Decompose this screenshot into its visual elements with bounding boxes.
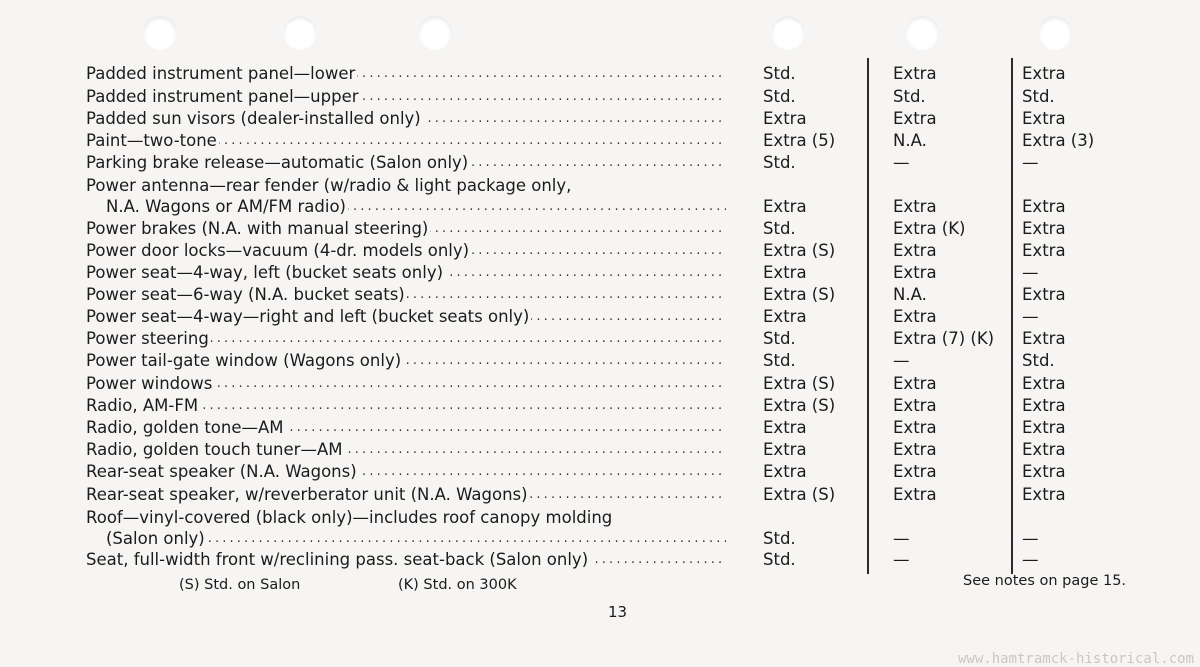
cell-col1: Std.	[763, 529, 796, 548]
table-row	[0, 284, 1200, 306]
option-label: Radio, golden tone—AM . . .	[86, 417, 726, 439]
footnote-300k: (K) Std. on 300K	[398, 577, 517, 593]
cell-col2: N.A.	[893, 285, 927, 304]
cell-col3: Extra	[1022, 440, 1066, 459]
option-label: Roof—vinyl-covered (black only)—includes roof canopy molding	[86, 508, 613, 527]
cell-col3: Extra	[1022, 462, 1066, 481]
cell-col1: Extra	[763, 418, 807, 437]
option-label: Paint—two-tone . . .	[86, 130, 726, 152]
cell-col1: Extra (S)	[763, 285, 836, 304]
binder-hole	[905, 16, 939, 50]
cell-col2: Std.	[893, 87, 926, 106]
cell-col2: —	[893, 550, 910, 569]
table-row	[0, 373, 1200, 395]
cell-col1: Extra	[763, 263, 807, 282]
option-label: Rear-seat speaker, w/reverberator unit (N.A. Wagons) . . .	[86, 484, 726, 506]
table-row	[0, 461, 1200, 483]
cell-col1: Extra (S)	[763, 396, 836, 415]
table-row	[0, 507, 1200, 529]
option-label: N.A. Wagons or AM/FM radio) . . .	[106, 196, 726, 218]
option-label: Radio, golden touch tuner—AM . . .	[86, 439, 726, 461]
cell-col3: —	[1022, 307, 1039, 326]
option-label: Padded instrument panel—lower . . .	[86, 63, 726, 85]
cell-col3: Extra (3)	[1022, 131, 1095, 150]
cell-col1: Extra	[763, 197, 807, 216]
cell-col3: Extra	[1022, 418, 1066, 437]
cell-col1: Std.	[763, 153, 796, 172]
option-label: Power antenna—rear fender (w/radio & light package only,	[86, 176, 572, 195]
cell-col3: —	[1022, 153, 1039, 172]
cell-col1: Extra (5)	[763, 131, 836, 150]
cell-col2: Extra	[893, 440, 937, 459]
cell-col1: Extra (S)	[763, 485, 836, 504]
table-row	[0, 108, 1200, 130]
table-row	[0, 549, 1200, 571]
table-row	[0, 86, 1200, 108]
option-label: Power seat—6-way (N.A. bucket seats) . . .	[86, 284, 726, 306]
binder-hole	[143, 16, 177, 50]
option-label: Power seat—4-way—right and left (bucket seats only) . . .	[86, 306, 726, 328]
binder-hole	[1038, 16, 1072, 50]
cell-col3: Extra	[1022, 285, 1066, 304]
table-row	[0, 262, 1200, 284]
cell-col1: Extra	[763, 440, 807, 459]
table-row	[0, 240, 1200, 262]
cell-col1: Std.	[763, 64, 796, 83]
cell-col1: Extra	[763, 462, 807, 481]
cell-col2: —	[893, 153, 910, 172]
table-row	[0, 417, 1200, 439]
cell-col2: Extra	[893, 418, 937, 437]
cell-col3: Extra	[1022, 485, 1066, 504]
footnote-salon: (S) Std. on Salon	[179, 577, 301, 593]
table-row	[0, 306, 1200, 328]
table-row	[0, 152, 1200, 174]
footnote-see-notes: See notes on page 15.	[963, 573, 1127, 589]
cell-col2: Extra	[893, 485, 937, 504]
option-label: Padded instrument panel—upper . . .	[86, 86, 726, 108]
table-row	[0, 63, 1200, 85]
table-row	[0, 175, 1200, 197]
cell-col3: —	[1022, 550, 1039, 569]
option-label: Radio, AM-FM . . .	[86, 395, 726, 417]
option-label: Power brakes (N.A. with manual steering) . . .	[86, 218, 726, 240]
cell-col1: Extra	[763, 307, 807, 326]
option-label: Power windows . . .	[86, 373, 726, 395]
cell-col1: Std.	[763, 550, 796, 569]
cell-col1: Std.	[763, 351, 796, 370]
table-row	[0, 395, 1200, 417]
cell-col3: Extra	[1022, 396, 1066, 415]
option-label: Rear-seat speaker (N.A. Wagons) . . .	[86, 461, 726, 483]
cell-col3: —	[1022, 263, 1039, 282]
cell-col2: —	[893, 529, 910, 548]
option-label: Power tail-gate window (Wagons only) . . .	[86, 350, 726, 372]
table-row	[0, 484, 1200, 506]
cell-col2: Extra	[893, 462, 937, 481]
cell-col2: N.A.	[893, 131, 927, 150]
option-label: Parking brake release—automatic (Salon only) . . .	[86, 152, 726, 174]
cell-col3: Extra	[1022, 197, 1066, 216]
cell-col2: Extra	[893, 396, 937, 415]
option-label: Padded sun visors (dealer-installed only) . . .	[86, 108, 726, 130]
binder-hole	[771, 16, 805, 50]
cell-col2: Extra	[893, 307, 937, 326]
cell-col3: Extra	[1022, 109, 1066, 128]
table-row	[0, 528, 1200, 550]
cell-col2: Extra	[893, 241, 937, 260]
cell-col2: Extra	[893, 109, 937, 128]
cell-col1: Std.	[763, 219, 796, 238]
cell-col3: —	[1022, 529, 1039, 548]
option-label: Power door locks—vacuum (4-dr. models only) . . .	[86, 240, 726, 262]
binder-hole	[283, 16, 317, 50]
option-label: Seat, full-width front w/reclining pass. seat-back (Salon only) . . .	[86, 549, 726, 571]
cell-col3: Extra	[1022, 329, 1066, 348]
cell-col2: Extra (7) (K)	[893, 329, 995, 348]
cell-col2: Extra	[893, 197, 937, 216]
table-row	[0, 328, 1200, 350]
table-row	[0, 439, 1200, 461]
cell-col2: Extra (K)	[893, 219, 966, 238]
table-row	[0, 350, 1200, 372]
cell-col3: Extra	[1022, 219, 1066, 238]
option-label: Power steering . . .	[86, 328, 726, 350]
binder-hole	[418, 16, 452, 50]
cell-col2: Extra	[893, 64, 937, 83]
cell-col3: Extra	[1022, 64, 1066, 83]
cell-col3: Std.	[1022, 351, 1055, 370]
cell-col3: Extra	[1022, 241, 1066, 260]
cell-col3: Std.	[1022, 87, 1055, 106]
table-row	[0, 196, 1200, 218]
cell-col1: Std.	[763, 329, 796, 348]
cell-col2: —	[893, 351, 910, 370]
table-row	[0, 218, 1200, 240]
cell-col3: Extra	[1022, 374, 1066, 393]
watermark: www.hamtramck-historical.com	[957, 651, 1194, 667]
option-label: (Salon only) . . .	[106, 528, 726, 550]
cell-col2: Extra	[893, 263, 937, 282]
cell-col1: Extra	[763, 109, 807, 128]
cell-col1: Std.	[763, 87, 796, 106]
table-row	[0, 130, 1200, 152]
cell-col1: Extra (S)	[763, 241, 836, 260]
option-label: Power seat—4-way, left (bucket seats only) . . .	[86, 262, 726, 284]
cell-col2: Extra	[893, 374, 937, 393]
cell-col1: Extra (S)	[763, 374, 836, 393]
page-number: 13	[608, 603, 628, 621]
